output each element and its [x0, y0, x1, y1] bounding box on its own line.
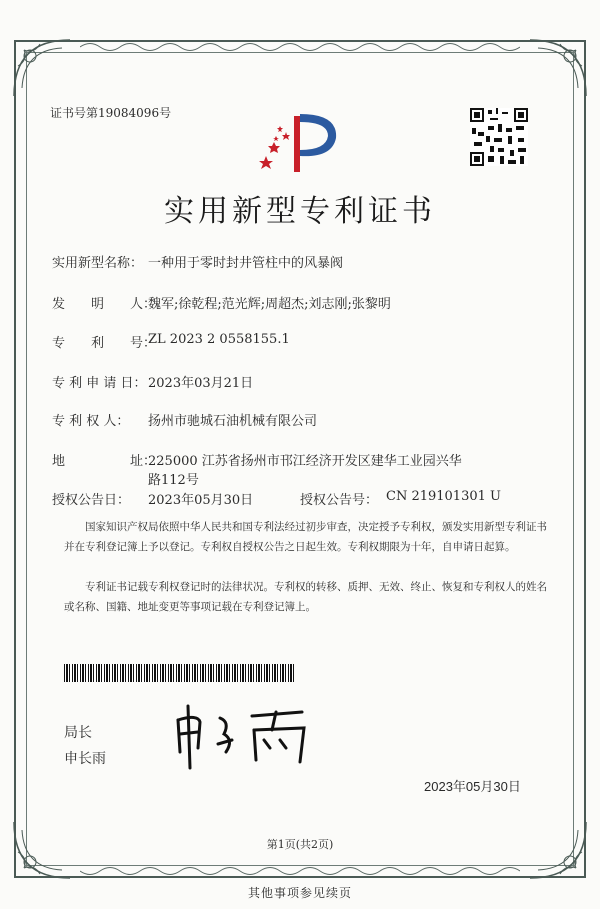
filing-date-value: 2023年03月21日: [148, 376, 254, 391]
grant-date-label: 授权公告日：: [52, 493, 131, 508]
signatory-title: 局长: [64, 724, 92, 740]
corner-ornament-top-left: [10, 36, 80, 106]
utility-model-name-label: 实用新型名称：: [52, 256, 144, 271]
legal-status-paragraph: 专利证书记载专利权登记时的法律状况。专利权的转移、质押、无效、终止、恢复和专利权人的姓名或名称、国籍、地址变更等事项记载在专利登记簿上。: [64, 581, 547, 613]
barcode: [64, 664, 294, 682]
patent-number-label: 专 利 号：: [52, 336, 157, 351]
footer-note: 其他事项参见续页: [247, 886, 352, 900]
filing-date-label: 专 利 申 请 日：: [52, 376, 147, 391]
patentee-value: 扬州市驰城石油机械有限公司: [148, 414, 318, 429]
corner-ornament-top-right: [520, 36, 590, 106]
qr-code: [470, 108, 528, 166]
grant-date-value: 2023年05月30日: [148, 493, 254, 508]
cnipa-logo: [252, 96, 348, 176]
signatory-name: 申长雨: [64, 750, 106, 766]
bottom-ornament-band: [80, 864, 520, 878]
handwritten-signature: [168, 700, 318, 772]
grant-number-value: CN 219101301 U: [386, 489, 501, 504]
certificate-title: 实用新型专利证书: [164, 194, 436, 229]
top-ornament-band: [80, 40, 520, 54]
utility-model-name-value: 一种用于零时封井管柱中的风暴阀: [148, 256, 344, 271]
inventor-value: 魏军;徐乾程;范光辉;周超杰;刘志刚;张黎明: [148, 297, 391, 312]
address-value-line1: 225000 江苏省扬州市邗江经济开发区建华工业园兴华: [148, 454, 462, 469]
address-value-line2: 路112号: [148, 473, 199, 488]
patentee-label: 专 利 权 人：: [52, 414, 130, 429]
page-info: 第1页(共2页): [266, 838, 334, 851]
sign-date: 2023年05月30日: [424, 779, 521, 794]
patent-number-value: ZL 2023 2 0558155.1: [148, 332, 290, 347]
address-label: 地 址：: [52, 454, 157, 469]
certificate-number: 证书号第19084096号: [50, 106, 172, 120]
grant-number-label: 授权公告号：: [300, 493, 379, 508]
grant-statement-paragraph: 国家知识产权局依照中华人民共和国专利法经过初步审查，决定授予专利权，颁发实用新型专利证书并在专利登记簿上予以登记。专利权自授权公告之日起生效。专利权期限为十年，自申请日起算。: [64, 521, 547, 553]
inventor-label: 发 明 人：: [52, 297, 157, 312]
